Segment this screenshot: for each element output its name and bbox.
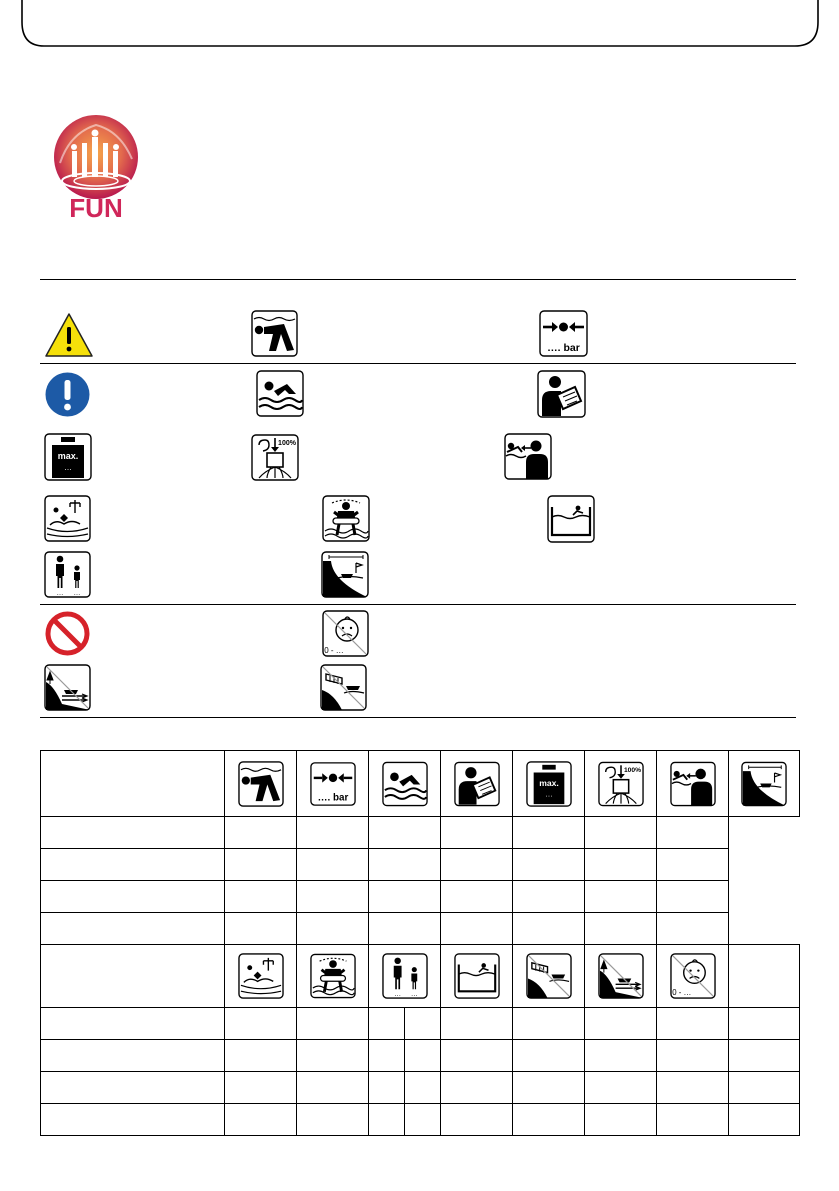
- header-cell-pressure: [297, 751, 369, 817]
- weight-max-label: max.: [57, 451, 79, 461]
- weight-max-label: max.: [538, 777, 559, 788]
- header-cell-no-current: [585, 945, 657, 1008]
- inflation-label: 100%: [623, 766, 641, 774]
- no-child-age-icon: [322, 610, 369, 657]
- child-count-label: …: [73, 590, 81, 597]
- page-top-border: [0, 0, 839, 64]
- divider-prohibition: [40, 717, 796, 718]
- header-cell-anchor-buoy: [225, 945, 297, 1008]
- table-row: [41, 1104, 800, 1136]
- no-diving-icon: [238, 761, 284, 807]
- header-cell-swimmer: [369, 751, 441, 817]
- header-cell-no-wind: [513, 945, 585, 1008]
- weight-value-label: …: [544, 788, 553, 798]
- no-wind-icon: [526, 953, 572, 999]
- swimmer-icon: [382, 761, 428, 807]
- child-count-label: …: [410, 991, 418, 999]
- table-label-cell: [41, 945, 225, 1008]
- max-weight-icon: [44, 433, 92, 481]
- divider-warning: [40, 363, 796, 364]
- header-cell-pool: [441, 945, 513, 1008]
- compliance-table: [40, 750, 800, 1136]
- header-cell-adult-child: [369, 945, 441, 1008]
- pressure-bar-icon: [310, 761, 356, 807]
- pool-icon: [547, 495, 595, 543]
- swimmer-icon: [256, 370, 304, 417]
- swim-aid-icon: [322, 495, 370, 542]
- supervision-icon: [504, 433, 552, 480]
- pool-icon: [454, 953, 500, 999]
- read-manual-icon: [537, 370, 586, 418]
- no-current-icon: [598, 953, 644, 999]
- table-row: [41, 1072, 800, 1104]
- table-row: [41, 817, 800, 849]
- anchor-buoy-icon: [44, 495, 91, 542]
- divider-top: [40, 279, 796, 280]
- inflation-label: 100%: [278, 440, 296, 447]
- header-cell-empty: [729, 945, 800, 1008]
- table-header-row-2: [41, 945, 800, 1008]
- table-label-cell: [41, 751, 225, 817]
- inflate-100-icon: [598, 761, 644, 807]
- supervision-icon: [670, 761, 716, 807]
- table-row: [41, 1008, 800, 1040]
- age-label: 0 - …: [324, 646, 344, 655]
- warning-triangle-icon: [44, 312, 94, 358]
- read-manual-icon: [454, 761, 500, 807]
- no-diving-icon: [251, 310, 298, 357]
- divider-mandatory: [40, 604, 796, 605]
- header-cell-read-manual: [441, 751, 513, 817]
- logo-text: FUN: [69, 193, 123, 221]
- no-current-icon: [44, 664, 91, 711]
- pressure-label: …. bar: [547, 342, 580, 354]
- adult-count-label: …: [56, 590, 64, 597]
- table-header-row-1: [41, 751, 800, 817]
- header-cell-inflate: [585, 751, 657, 817]
- table-row: [41, 881, 800, 913]
- adult-child-icon: [44, 551, 91, 598]
- pressure-label: …. bar: [317, 791, 348, 803]
- table-row: [41, 913, 800, 945]
- brand-logo: [50, 113, 142, 221]
- header-cell-no-diving: [225, 751, 297, 817]
- no-child-age-icon: [670, 953, 716, 999]
- header-cell-no-child-age: [657, 945, 729, 1008]
- age-label: 0 - …: [671, 988, 691, 998]
- header-cell-supervision: [657, 751, 729, 817]
- max-weight-icon: [526, 761, 572, 807]
- table-row: [41, 1040, 800, 1072]
- swim-aid-icon: [310, 953, 356, 999]
- weight-value-label: …: [64, 463, 72, 472]
- distance-from-shore-icon: [321, 551, 369, 598]
- header-cell-distance: [729, 751, 800, 817]
- prohibition-icon: [44, 610, 91, 657]
- anchor-buoy-icon: [238, 953, 284, 999]
- adult-child-icon: [382, 953, 428, 999]
- no-wind-icon: [320, 664, 367, 711]
- mandatory-exclamation-icon: [44, 371, 91, 418]
- distance-from-shore-icon: [741, 761, 787, 807]
- table-row: [41, 849, 800, 881]
- pressure-bar-icon: [539, 310, 588, 357]
- header-cell-max-weight: [513, 751, 585, 817]
- header-cell-swim-aid: [297, 945, 369, 1008]
- inflate-100-icon: [251, 434, 299, 481]
- adult-count-label: …: [393, 991, 401, 999]
